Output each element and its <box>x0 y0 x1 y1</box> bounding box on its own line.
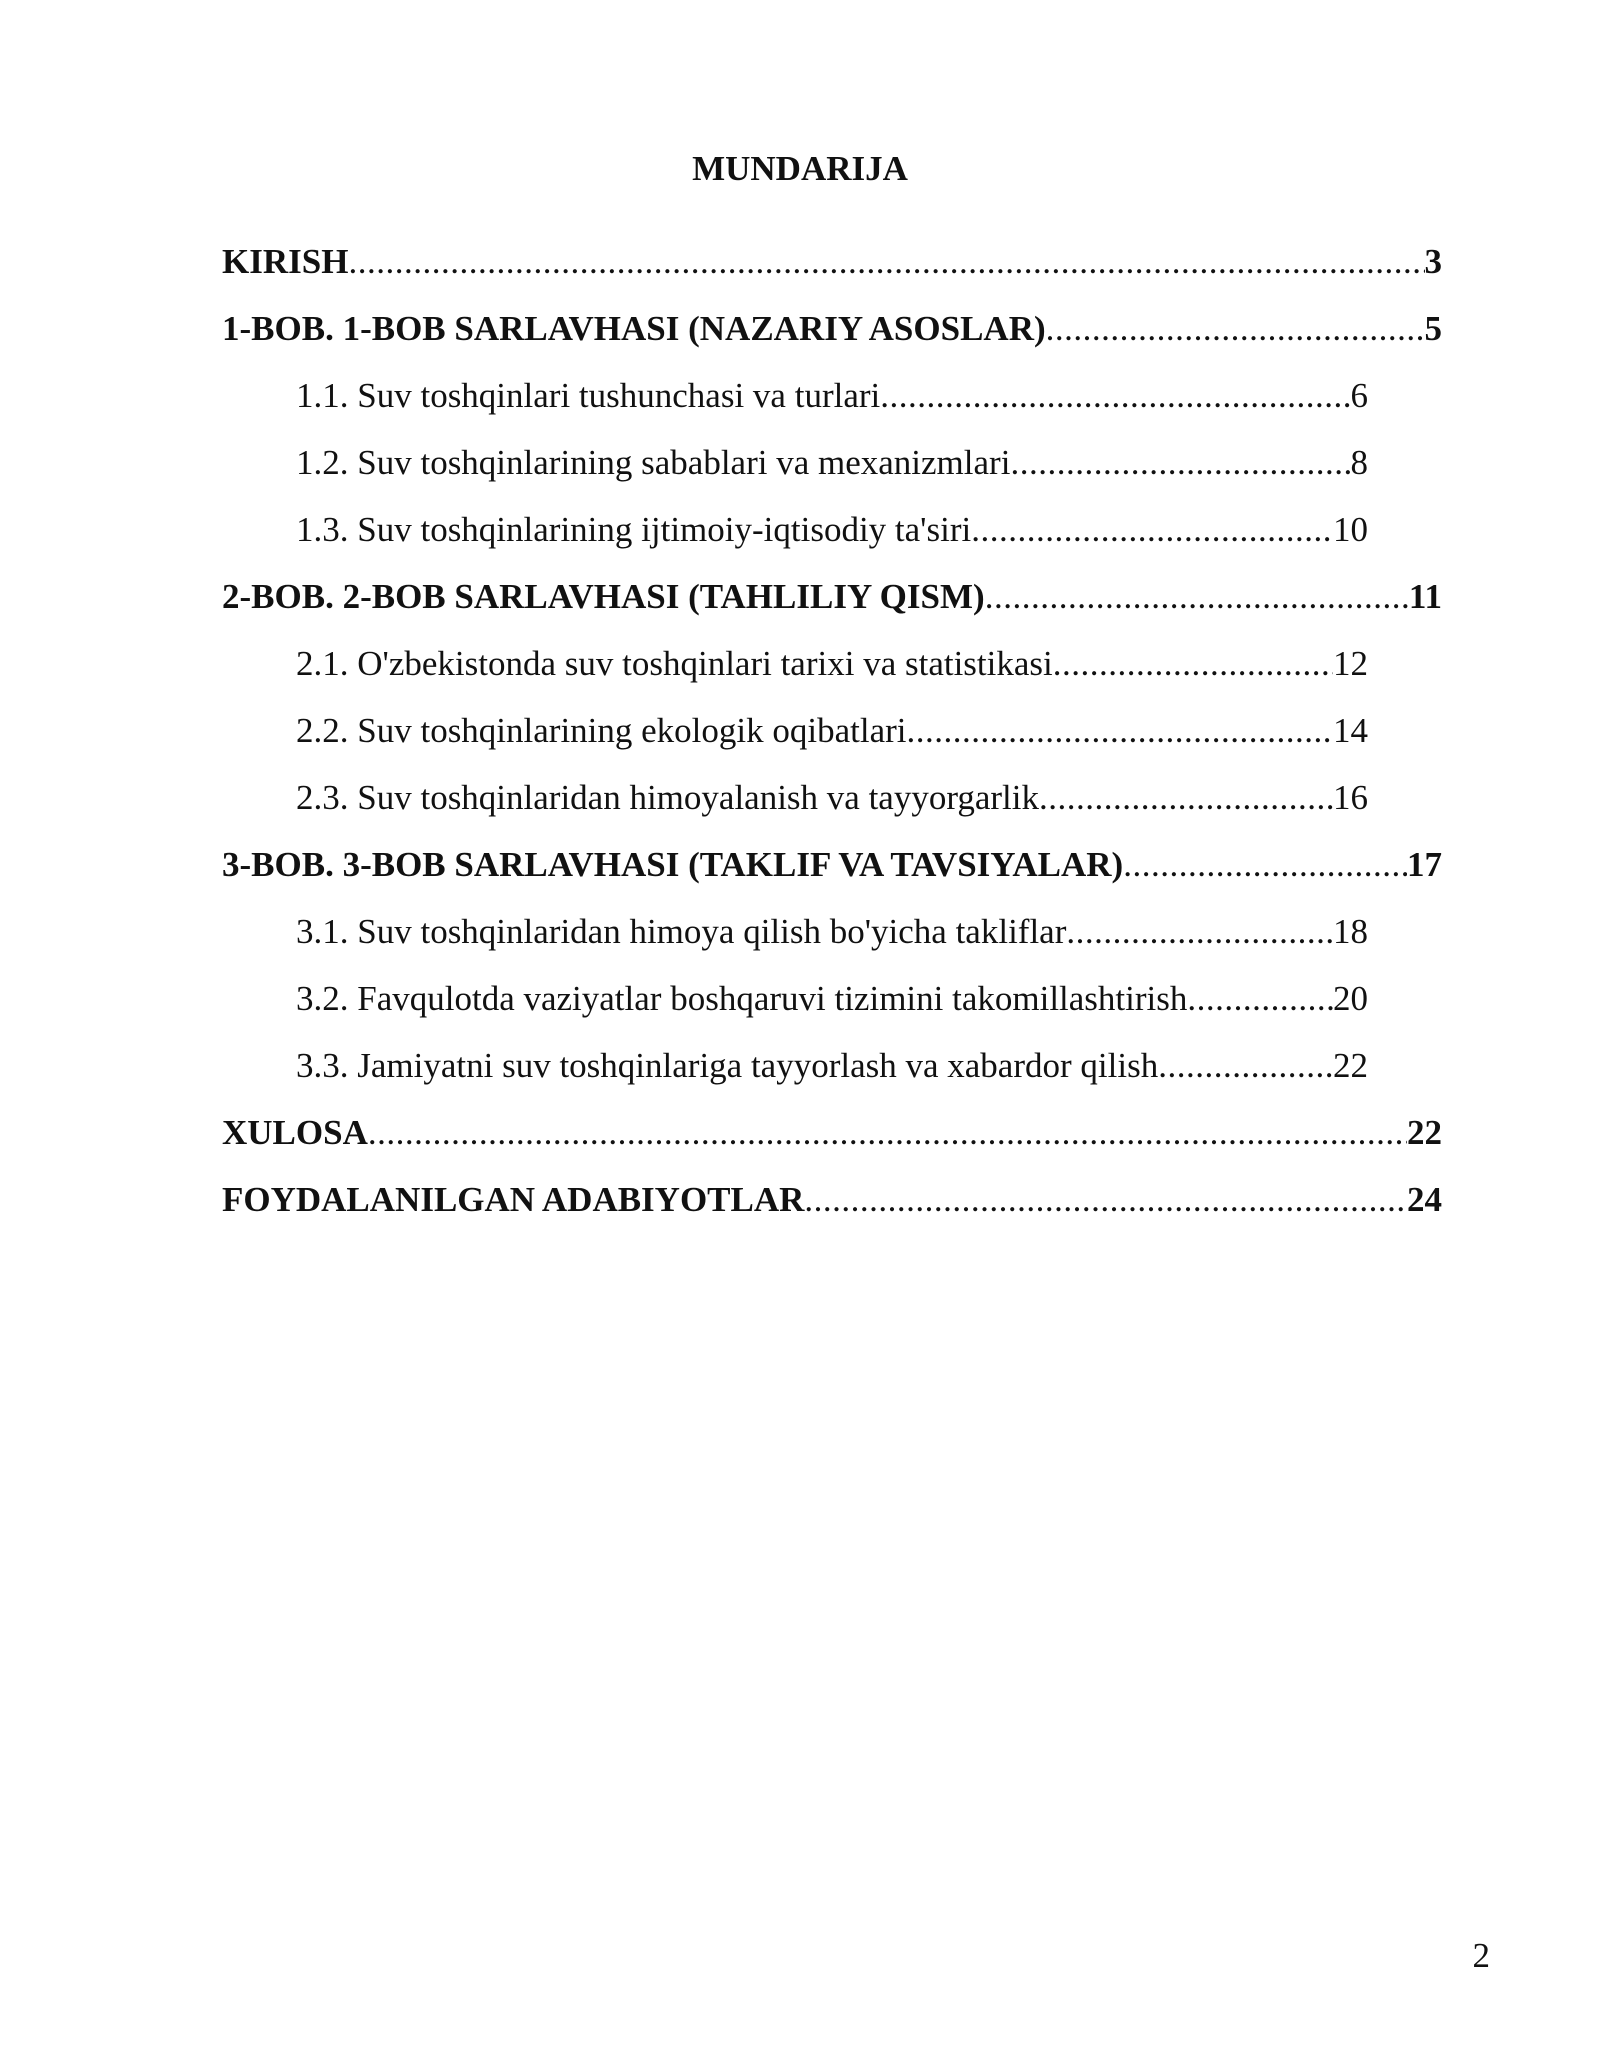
toc-entry-label: 3.1. Suv toshqinlaridan himoya qilish bo'yicha takliflar <box>296 912 1067 951</box>
dot-leader <box>804 1178 1407 1222</box>
dot-leader <box>348 240 1424 284</box>
toc-entry-section-1-3[interactable] <box>296 508 1368 552</box>
toc-entry-label: 3.3. Jamiyatni suv toshqinlariga tayyorlash va xabardor qilish <box>296 1046 1159 1085</box>
toc-entry-label: 2.2. Suv toshqinlarining ekologik oqibatlari <box>296 711 907 750</box>
toc-entry-page: 12 <box>1333 644 1368 683</box>
toc-entry-page: 16 <box>1333 778 1368 817</box>
toc-entry-label: FOYDALANILGAN ADABIYOTLAR <box>222 1180 805 1219</box>
dot-leader <box>985 575 1409 619</box>
dot-leader <box>880 374 1350 418</box>
toc-entry-page: 8 <box>1350 443 1368 482</box>
toc-entry-label: KIRISH <box>222 242 349 281</box>
dot-leader <box>1053 642 1333 686</box>
toc-entry-label: 1.1. Suv toshqinlari tushunchasi va turlari <box>296 376 881 415</box>
dot-leader <box>907 709 1333 753</box>
toc-entry-label: 2.1. O'zbekistonda suv toshqinlari tarixi va statistikasi <box>296 644 1053 683</box>
dot-leader <box>1066 910 1333 954</box>
toc-entry-section-3-2[interactable] <box>296 977 1368 1021</box>
toc-entry-section-2-3[interactable] <box>296 776 1368 820</box>
page-number: 2 <box>1472 1936 1490 1975</box>
toc-entry-page: 24 <box>1407 1180 1442 1219</box>
toc-entry-page: 14 <box>1333 711 1368 750</box>
toc-entry-label: 2-BOB. 2-BOB SARLAVHASI (TAHLILIY QISM) <box>222 577 985 616</box>
toc-entry-section-3-3[interactable] <box>296 1044 1368 1088</box>
toc-entry-label: 2.3. Suv toshqinlaridan himoyalanish va tayyorgarlik <box>296 778 1039 817</box>
toc-entry-chapter-3[interactable] <box>222 843 1442 887</box>
toc-entry-page: 22 <box>1333 1046 1368 1085</box>
dot-leader <box>1010 441 1350 485</box>
toc-entry-label: 3-BOB. 3-BOB SARLAVHASI (TAKLIF VA TAVSIYALAR) <box>222 845 1124 884</box>
toc-entry-label: 1.3. Suv toshqinlarining ijtimoiy-iqtisodiy ta'siri <box>296 510 972 549</box>
dot-leader <box>1158 1044 1333 1088</box>
toc-entry-section-1-2[interactable] <box>296 441 1368 485</box>
toc-entry-chapter-2[interactable] <box>222 575 1442 619</box>
toc-entry-page: 3 <box>1424 242 1442 281</box>
toc-entry-page: 22 <box>1407 1113 1442 1152</box>
toc-entry-page: 17 <box>1407 845 1442 884</box>
toc-entry-xulosa[interactable] <box>222 1111 1442 1155</box>
toc-entry-page: 10 <box>1333 510 1368 549</box>
toc-entry-adabiyotlar[interactable] <box>222 1178 1442 1222</box>
dot-leader <box>1039 776 1333 820</box>
toc-entry-page: 11 <box>1408 577 1442 616</box>
dot-leader <box>971 508 1333 552</box>
toc-entry-label: 1.2. Suv toshqinlarining sabablari va mexanizmlari <box>296 443 1011 482</box>
dot-leader <box>1123 843 1407 887</box>
toc-entry-page: 18 <box>1333 912 1368 951</box>
dot-leader <box>368 1111 1407 1155</box>
dot-leader <box>1046 307 1425 351</box>
toc-entry-label: XULOSA <box>222 1113 368 1152</box>
toc-entry-page: 5 <box>1424 309 1442 348</box>
page-title: MUNDARIJA <box>692 149 908 188</box>
toc-entry-label: 3.2. Favqulotda vaziyatlar boshqaruvi tizimini takomillashtirish <box>296 979 1188 1018</box>
toc-entry-section-1-1[interactable] <box>296 374 1368 418</box>
toc-entry-page: 20 <box>1333 979 1368 1018</box>
dot-leader <box>1187 977 1333 1021</box>
toc-entry-label: 1-BOB. 1-BOB SARLAVHASI (NAZARIY ASOSLAR) <box>222 309 1046 348</box>
toc-entry-page: 6 <box>1350 376 1368 415</box>
toc-entry-section-3-1[interactable] <box>296 910 1368 954</box>
toc-entry-section-2-2[interactable] <box>296 709 1368 753</box>
toc-entry-kirish[interactable] <box>222 240 1442 284</box>
toc-entry-chapter-1[interactable] <box>222 307 1442 351</box>
toc-entry-section-2-1[interactable] <box>296 642 1368 686</box>
